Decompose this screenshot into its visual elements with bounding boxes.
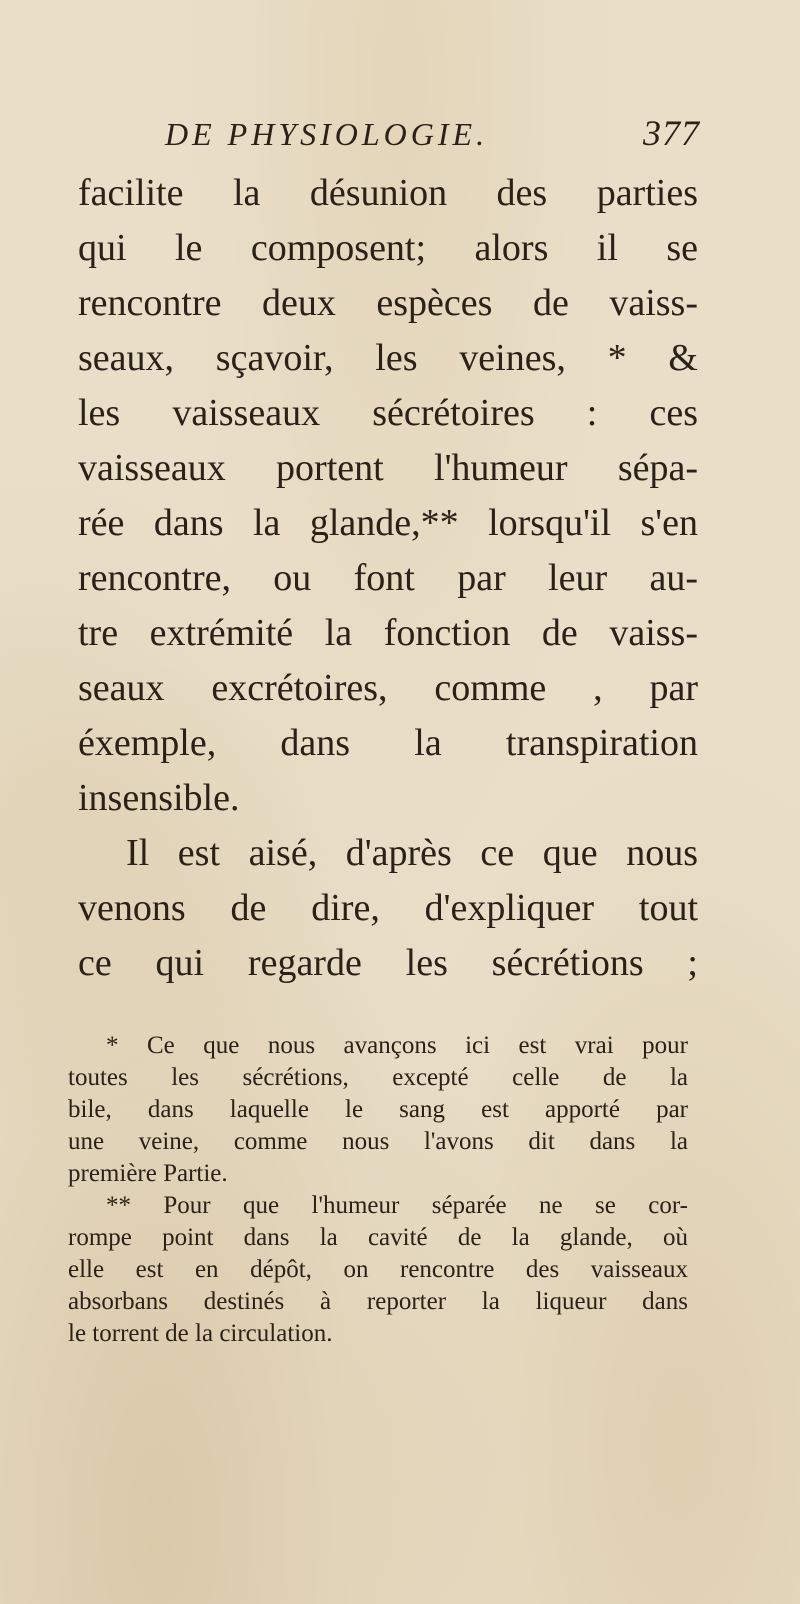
body-line: insensible. (78, 777, 240, 819)
body-line: qui le composent; alors il se (78, 227, 698, 269)
footnote-line: toutes les sécrétions, excepté celle de la (68, 1064, 688, 1091)
page-number: 377 (643, 113, 700, 153)
body-line: rencontre deux espèces de vaiss- (78, 282, 698, 324)
running-head (165, 112, 700, 162)
footnote-line: elle est en dépôt, on rencontre des vaisseaux (68, 1256, 688, 1283)
body-line: Il est aisé, d'après ce que nous (126, 832, 698, 874)
body-line: tre extrémité la fonction de vaiss- (78, 612, 698, 654)
body-line: rée dans la glande,** lorsqu'il s'en (78, 502, 698, 544)
footnote-line: rompe point dans la cavité de la glande, où (68, 1224, 688, 1251)
footnote-line: ** Pour que l'humeur séparée ne se cor- (106, 1192, 688, 1219)
running-title: DE PHYSIOLOGIE. (165, 116, 489, 152)
footnotes (68, 1030, 688, 1350)
body-line: rencontre, ou font par leur au- (78, 557, 698, 599)
body-line: facilite la désunion des parties (78, 172, 698, 214)
body-line: vaisseaux portent l'humeur sépa- (78, 447, 698, 489)
body-line: éxemple, dans la transpiration (78, 722, 698, 764)
body-line: seaux, sçavoir, les veines, * & (78, 337, 698, 379)
footnote-line: absorbans destinés à reporter la liqueur dans (68, 1288, 688, 1315)
body-line: ce qui regarde les sécrétions ; (78, 942, 698, 984)
body-line: venons de dire, d'expliquer tout (78, 887, 698, 929)
footnote-line: bile, dans laquelle le sang est apporté par (68, 1096, 688, 1123)
footnote-line: le torrent de la circulation. (68, 1320, 333, 1347)
body-text (78, 166, 698, 991)
body-line: seaux excrétoires, comme , par (78, 667, 698, 709)
footnote-line: * Ce que nous avançons ici est vrai pour (106, 1032, 688, 1059)
footnote-line: une veine, comme nous l'avons dit dans la (68, 1128, 688, 1155)
footnote-line: première Partie. (68, 1160, 228, 1187)
body-line: les vaisseaux sécrétoires : ces (78, 392, 698, 434)
